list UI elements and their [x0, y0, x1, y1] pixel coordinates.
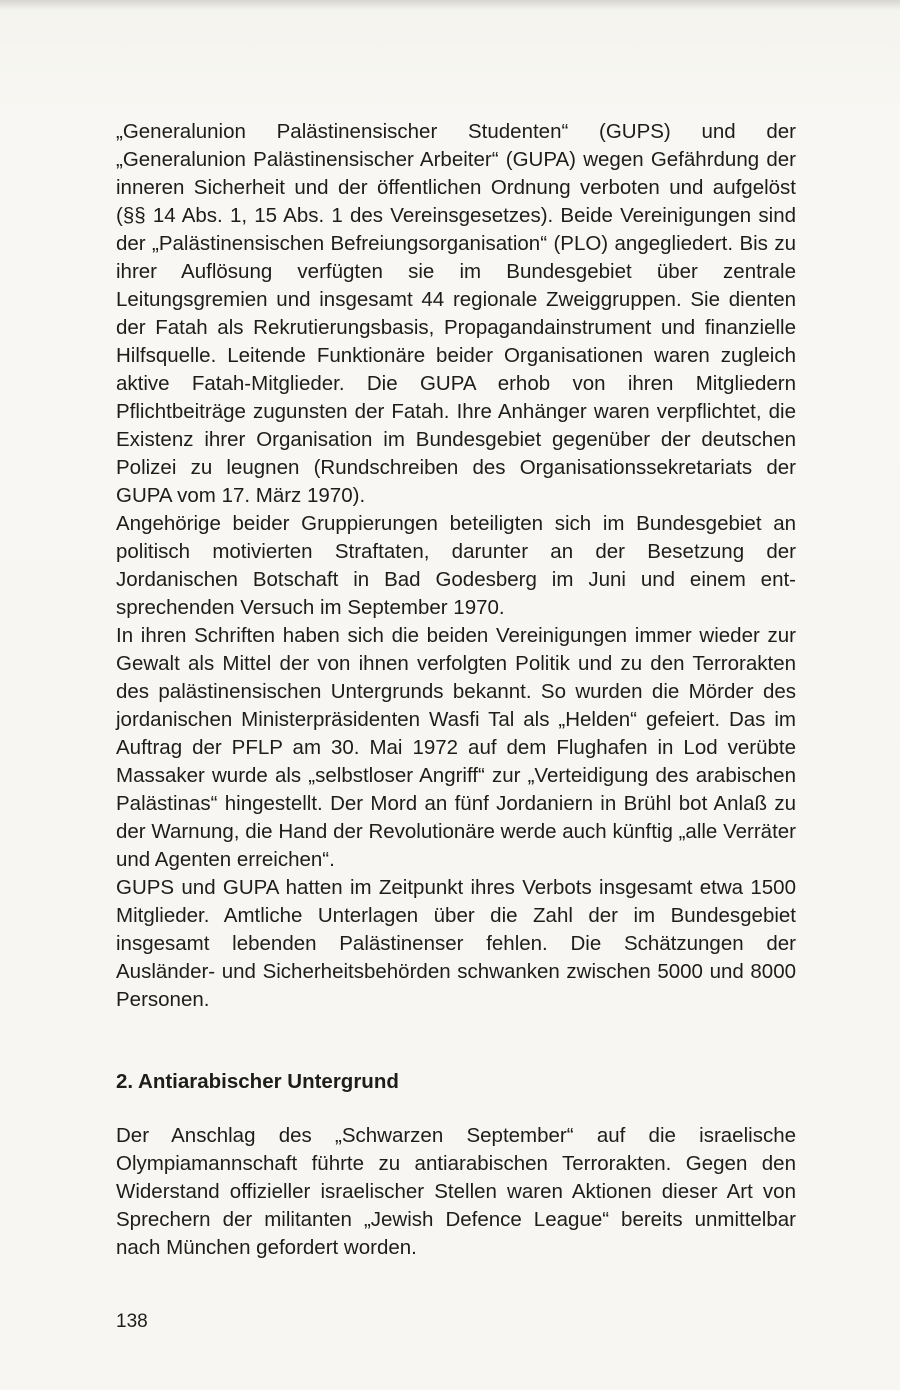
section-heading: 2. Antiarabischer Untergrund — [116, 1070, 399, 1093]
paragraph-2: Angehörige beider Gruppierungen beteiligten sich im Bundesgebiet an politisch motivierten Straftaten, darunter an der Besetzung der Jordanischen Botschaft in Bad Godesberg im Juni und einem entsprechenden Versuch im September 1970. — [116, 512, 796, 619]
page-top-shadow — [0, 0, 900, 10]
paragraph-1: „Generalunion Palästinensischer Studenten“ (GUPS) und der „Generalunion Palästinensischer Arbeiter“ (GUPA) wegen Gefährdung der inneren Sicherheit und der öffentlichen Ordnung verboten und aufgelöst (§§ 14 Abs. 1, 15 Abs. 1 des Vereinsgesetzes). Beide Vereinigungen sind der „Palästinensischen Befreiungsorganisation“ (PLO) angegliedert. Bis zu ihrer Auflösung verfügten sie im Bundesgebiet über zentrale Leitungsgremien und insgesamt 44 regionale Zweiggruppen. Sie dienten der Fatah als Rekrutierungsbasis, Propagandainstrument und finanzielle Hilfsquelle. Leitende Funktionäre beider Organisationen waren zugleich aktive Fatah-Mitglieder. Die GUPA erhob von ihren Mitgliedern Pflichtbeiträge zugunsten der Fatah. Ihre Anhänger waren verpflichtet, die Existenz ihrer Organisation im Bundesgebiet gegenüber der deutschen Polizei zu leugnen (Rundschreiben des Organisationssekretariats der GUPA vom 17. März 1970). — [116, 120, 796, 507]
document-body — [116, 118, 796, 1262]
section-paragraph: Der Anschlag des „Schwarzen September“ auf die israelische Olympiamannschaft führte zu antiarabischen Terrorakten. Gegen den Widerstand offizieller israelischer Stellen waren Aktionen dieser Art von Sprechern der militanten „Jewish Defence League“ bereits unmittelbar nach München gefordert worden. — [116, 1124, 796, 1259]
page-number: 138 — [116, 1311, 148, 1332]
paragraph-3: In ihren Schriften haben sich die beiden Vereinigungen immer wieder zur Gewalt als Mittel der von ihnen verfolgten Politik und zu den Terrorakten des palästinensischen Untergrunds bekannt. So wurden die Mörder des jordanischen Ministerpräsidenten Wasfi Tal als „Helden“ gefeiert. Das im Auftrag der PFLP am 30. Mai 1972 auf dem Flughafen in Lod verübte Massaker wurde als „selbstloser Angriff“ zur „Verteidigung des arabischen Palästinas“ hingestellt. Der Mord an fünf Jordaniern in Brühl bot Anlaß zu der Warnung, die Hand der Revolutionäre werde auch künftig „alle Verräter und Agenten erreichen“. — [116, 624, 796, 871]
paragraph-4: GUPS und GUPA hatten im Zeitpunkt ihres Verbots insgesamt etwa 1500 Mitglieder. Amtliche Unterlagen über die Zahl der im Bundesgebiet insgesamt lebenden Palästinenser fehlen. Die Schätzungen der Ausländer- und Sicherheitsbehörden schwanken zwischen 5000 und 8000 Personen. — [116, 876, 796, 1011]
